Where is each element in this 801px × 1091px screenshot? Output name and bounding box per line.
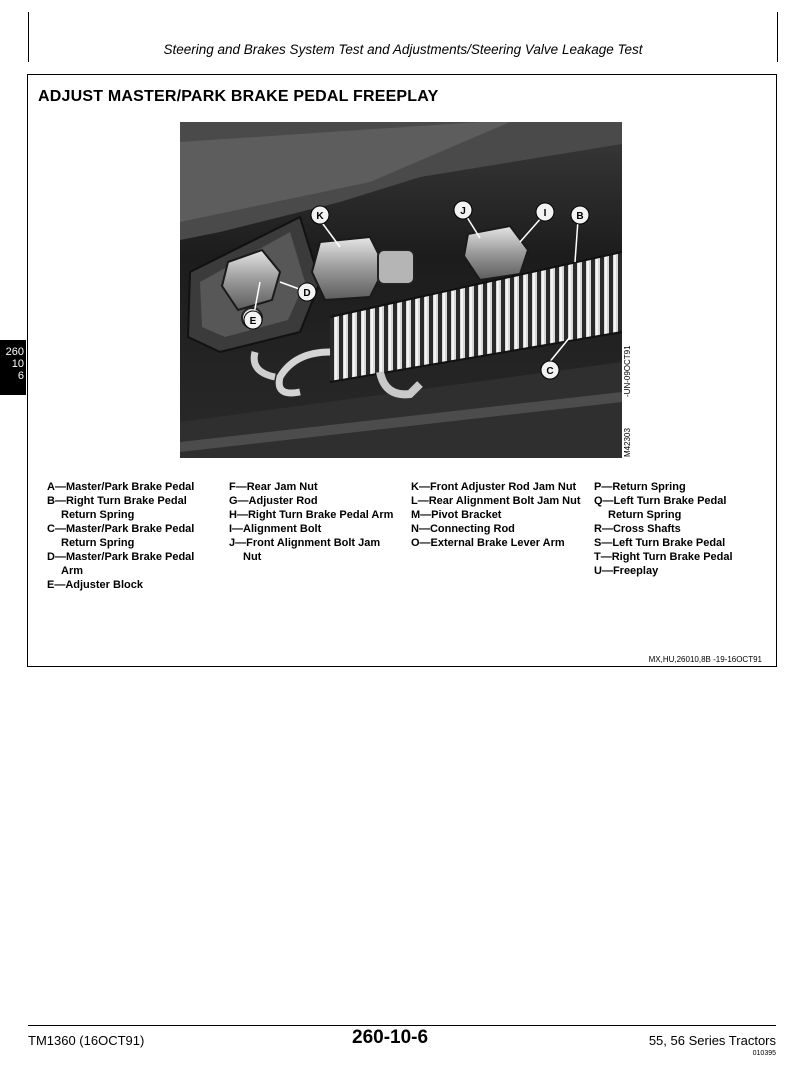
footer-code: 010395 (752, 1050, 776, 1057)
legend-column (229, 480, 399, 564)
legend-item: M—Pivot Bracket (411, 509, 502, 521)
running-head-title: Steering and Brakes System Test and Adjustments/Steering Valve Leakage Test (163, 42, 643, 57)
section-title: ADJUST MASTER/PARK BRAKE PEDAL FREEPLAY (38, 88, 439, 105)
legend-item: E—Adjuster Block (47, 579, 143, 591)
callout-c (541, 361, 559, 379)
legend-item: L—Rear Alignment Bolt Jam Nut (411, 495, 581, 507)
legend-item: Q—Left Turn Brake Pedal Return Spring (594, 495, 727, 521)
legend-column (594, 480, 764, 578)
legend-column (411, 480, 583, 550)
running-head (28, 12, 778, 62)
legend-item: P—Return Spring (594, 481, 686, 493)
callout-b (571, 206, 589, 224)
callout-label: C (546, 366, 554, 377)
legend-item: F—Rear Jam Nut (229, 481, 318, 493)
callout-k (311, 206, 329, 224)
legend-item: T—Right Turn Brake Pedal (594, 551, 733, 563)
section-tab-line: 260 (5, 346, 24, 358)
callout-label: E (249, 316, 257, 327)
module-code: MX,HU,26010,8B -19-16OCT91 (648, 655, 762, 664)
callout-label: I (543, 208, 547, 219)
legend-item: J—Front Alignment Bolt Jam Nut (229, 537, 381, 563)
callout-label: B (576, 211, 584, 222)
callout-j (454, 201, 472, 219)
photo-ref-date: -UN-09OCT91 (623, 345, 632, 397)
brake-linkage-photo (180, 122, 622, 458)
legend-item: S—Left Turn Brake Pedal (594, 537, 726, 549)
legend-item: R—Cross Shafts (594, 523, 681, 535)
callout-i (536, 203, 554, 221)
page-number: 260-10-6 (352, 1027, 429, 1048)
legend-item: B—Right Turn Brake Pedal Return Spring (47, 495, 187, 521)
photo-ref-number: M42303 (623, 428, 632, 457)
section-tab-line: 6 (17, 370, 24, 382)
legend-item: C—Master/Park Brake Pedal Return Spring (47, 523, 195, 549)
legend-item: D—Master/Park Brake Pedal Arm (47, 551, 195, 577)
callout-e (244, 311, 262, 329)
section-tab-line: 10 (11, 358, 24, 370)
section-tab (0, 340, 26, 395)
manual-id: TM1360 (16OCT91) (28, 1033, 145, 1048)
legend-item: N—Connecting Rod (411, 523, 515, 535)
legend-item: K—Front Adjuster Rod Jam Nut (411, 481, 577, 493)
callout-label: D (303, 288, 311, 299)
callout-label: K (316, 211, 324, 222)
legend-item: O—External Brake Lever Arm (411, 537, 565, 549)
legend-item: I—Alignment Bolt (229, 523, 322, 535)
product-name: 55, 56 Series Tractors (648, 1033, 776, 1048)
legend-item: H—Right Turn Brake Pedal Arm (229, 509, 394, 521)
legend-item: G—Adjuster Rod (229, 495, 318, 507)
legend-column (47, 480, 217, 592)
legend-item: A—Master/Park Brake Pedal (47, 481, 195, 493)
footer-rule (28, 1025, 776, 1026)
legend-item: U—Freeplay (594, 565, 659, 577)
callout-d (298, 283, 316, 301)
photo-reference (623, 337, 637, 457)
procedure-frame (27, 74, 777, 667)
callout-label: J (460, 206, 466, 217)
